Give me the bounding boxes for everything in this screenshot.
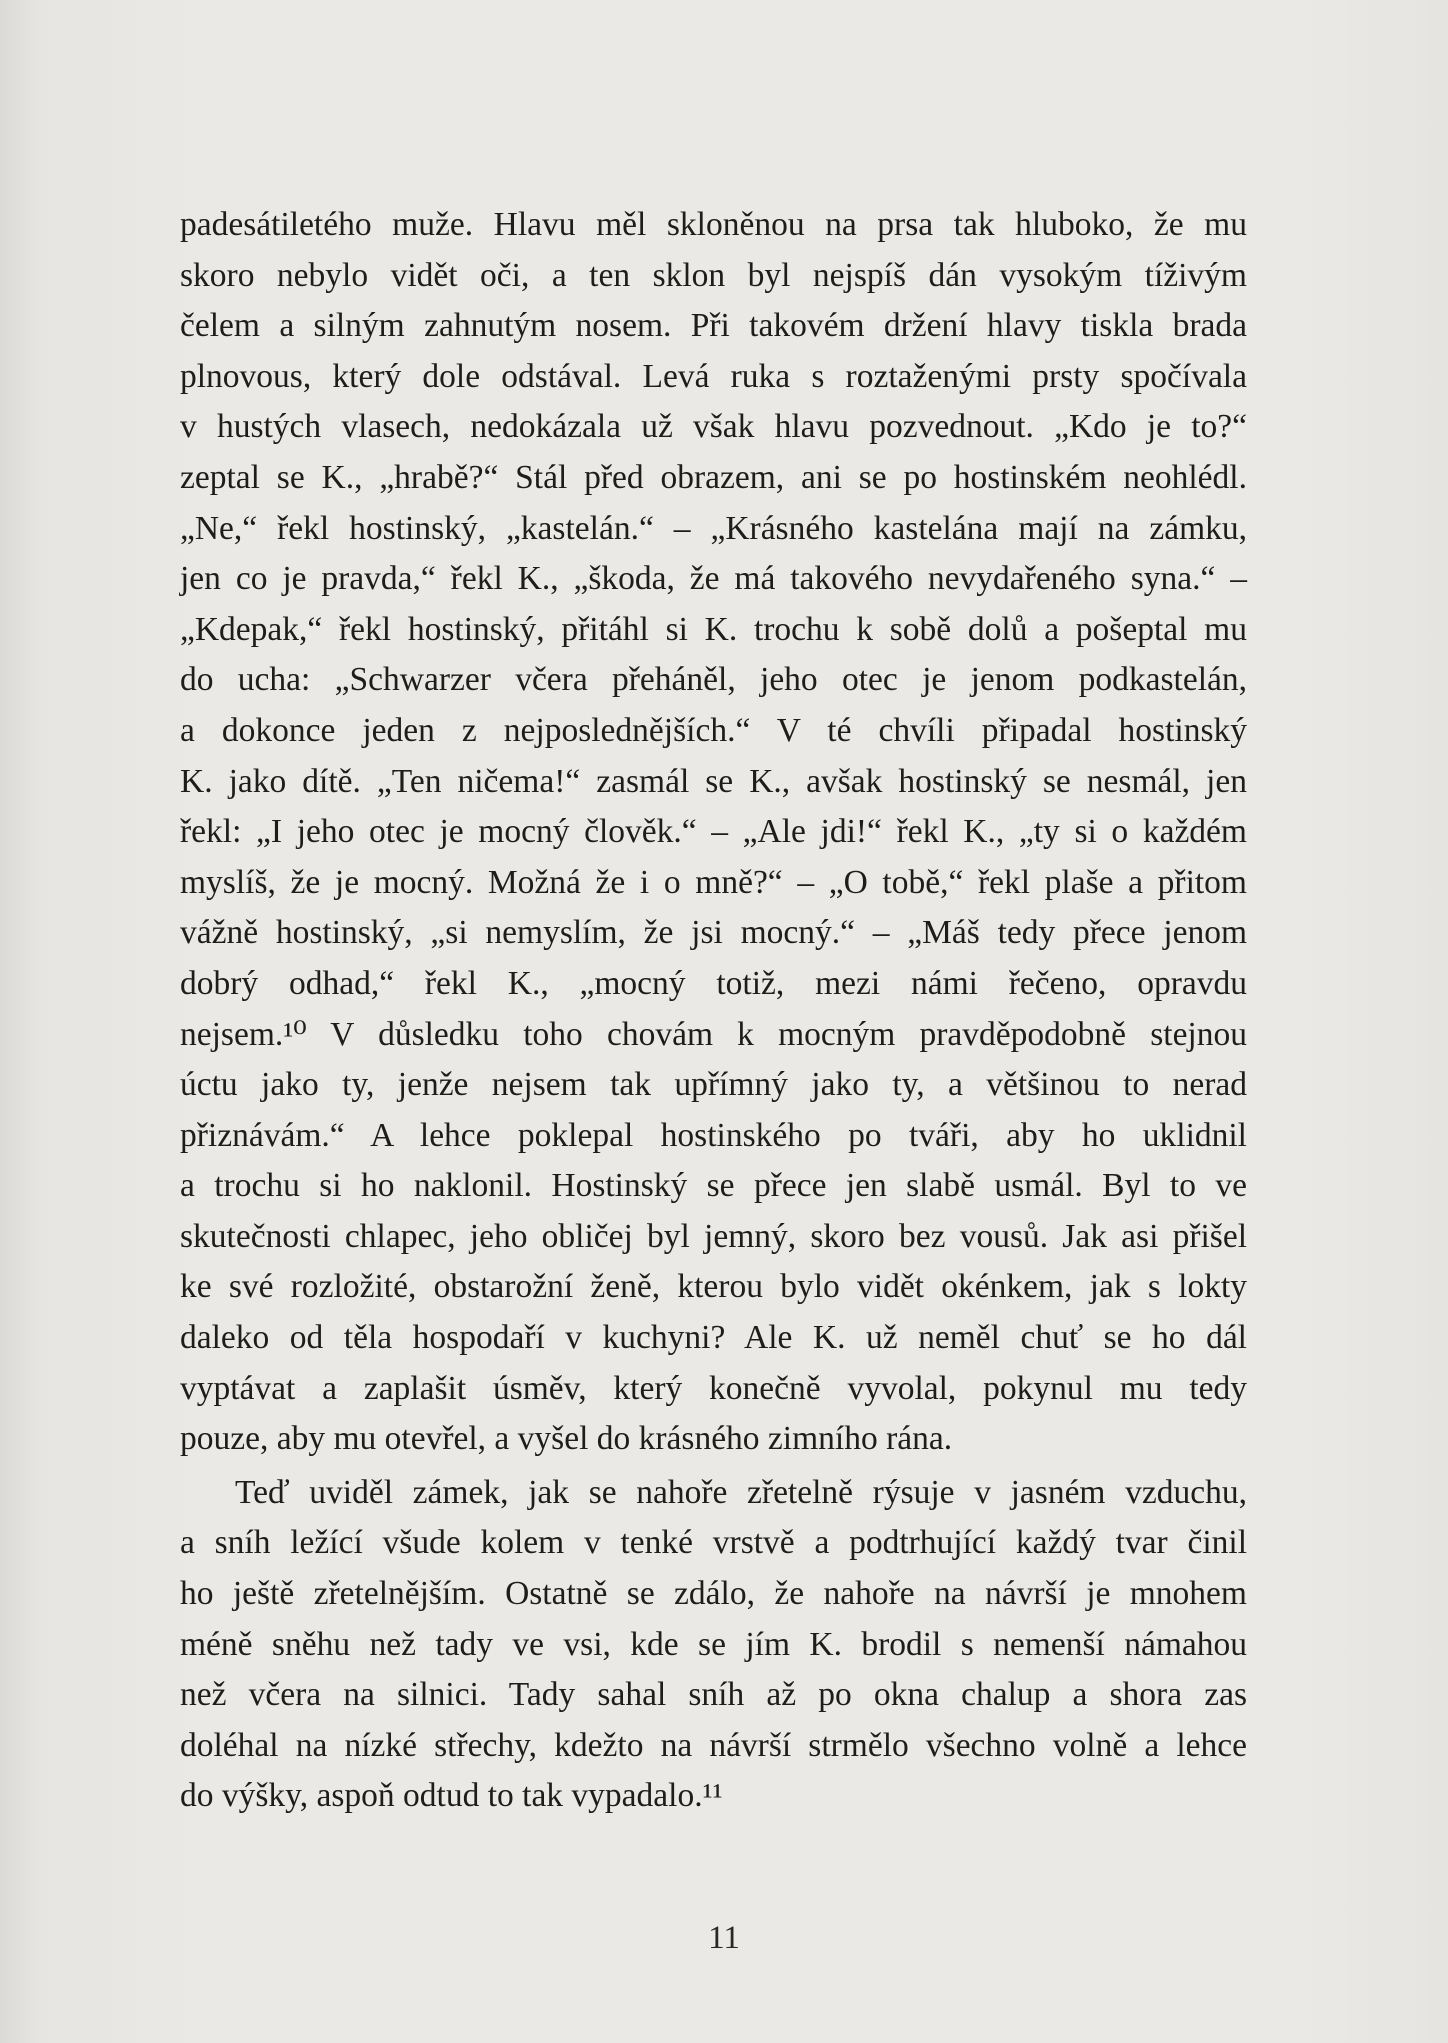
text-line: čelem a silným zahnutým nosem. Při takovém držení hlavy tiskla brada [180, 307, 1247, 345]
text-line: ke své rozložité, obstarožní ženě, kterou bylo vidět okénkem, jak s lokty [180, 1268, 1247, 1306]
text-line: jen co je pravda,“ řekl K., „škoda, že má takového nevydařeného syna.“ – [180, 560, 1247, 598]
text-line: skoro nebylo vidět oči, a ten sklon byl nejspíš dán vysokým tíživým [180, 256, 1247, 294]
text-line: přiznávám.“ A lehce poklepal hostinského po tváři, aby ho uklidnil [180, 1116, 1247, 1154]
body-text [180, 200, 1247, 1822]
text-line: než včera na silnici. Tady sahal sníh až po okna chalup a shora zas [180, 1676, 1247, 1714]
text-line: a dokonce jeden z nejposlednějších.“ V té chvíli připadal hostinský [180, 711, 1247, 749]
text-line: „Kdepak,“ řekl hostinský, přitáhl si K. trochu k sobě dolů a pošeptal mu [180, 610, 1247, 648]
text-line: ho ještě zřetelnějším. Ostatně se zdálo, že nahoře na návrší je mnohem [180, 1575, 1247, 1613]
text-line: vyptávat a zaplašit úsměv, který konečně vyvolal, pokynul mu tedy [180, 1369, 1247, 1407]
text-line: K. jako dítě. „Ten ničema!“ zasmál se K., avšak hostinský se nesmál, jen [180, 762, 1247, 800]
text-line: do výšky, aspoň odtud to tak vypadalo.¹¹ [180, 1777, 723, 1815]
text-line: „Ne,“ řekl hostinský, „kastelán.“ – „Krásného kastelána mají na zámku, [180, 509, 1247, 547]
paragraph-1 [180, 200, 1247, 1465]
text-line: řekl: „I jeho otec je mocný člověk.“ – „Ale jdi!“ řekl K., „ty si o každém [180, 813, 1247, 851]
text-line: daleko od těla hospodaří v kuchyni? Ale K. už neměl chuť se ho dál [180, 1319, 1247, 1357]
text-line: myslíš, že je mocný. Možná že i o mně?“ – „O tobě,“ řekl plaše a přitom [180, 863, 1247, 901]
text-line: a trochu si ho naklonil. Hostinský se přece jen slabě usmál. Byl to ve [180, 1167, 1247, 1205]
paragraph-2 [180, 1468, 1247, 1822]
text-line: a sníh ležící všude kolem v tenké vrstvě a podtrhující každý tvar činil [180, 1524, 1247, 1562]
text-line: úctu jako ty, jenže nejsem tak upřímný jako ty, a většinou to nerad [180, 1066, 1247, 1104]
text-line: doléhal na nízké střechy, kdežto na návrší strmělo všechno volně a lehce [180, 1726, 1247, 1764]
text-line: plnovous, který dole odstával. Levá ruka s roztaženými prsty spočívala [180, 357, 1247, 395]
page-number: 11 [708, 1920, 740, 1956]
text-line: do ucha: „Schwarzer včera přeháněl, jeho otec je jenom podkastelán, [180, 661, 1247, 699]
text-line: dobrý odhad,“ řekl K., „mocný totiž, mezi námi řečeno, opravdu [180, 964, 1247, 1002]
text-line: vážně hostinský, „si nemyslím, že jsi mocný.“ – „Máš tedy přece jenom [180, 914, 1247, 952]
text-line: zeptal se K., „hrabě?“ Stál před obrazem, ani se po hostinském neohlédl. [180, 458, 1247, 496]
text-line: v hustých vlasech, nedokázala už však hlavu pozvednout. „Kdo je to?“ [180, 408, 1247, 446]
text-line: nejsem.¹⁰ V důsledku toho chovám k mocným pravděpodobně stejnou [180, 1015, 1247, 1053]
text-line: méně sněhu než tady ve vsi, kde se jím K. brodil s nemenší námahou [180, 1625, 1247, 1663]
text-line: skutečnosti chlapec, jeho obličej byl jemný, skoro bez vousů. Jak asi přišel [180, 1217, 1247, 1255]
text-line: Teď uviděl zámek, jak se nahoře zřetelně rýsuje v jasném vzduchu, [235, 1473, 1247, 1511]
text-line: pouze, aby mu otevřel, a vyšel do krásného zimního rána. [180, 1420, 953, 1458]
text-line: padesátiletého muže. Hlavu měl skloněnou na prsa tak hluboko, že mu [180, 206, 1247, 243]
